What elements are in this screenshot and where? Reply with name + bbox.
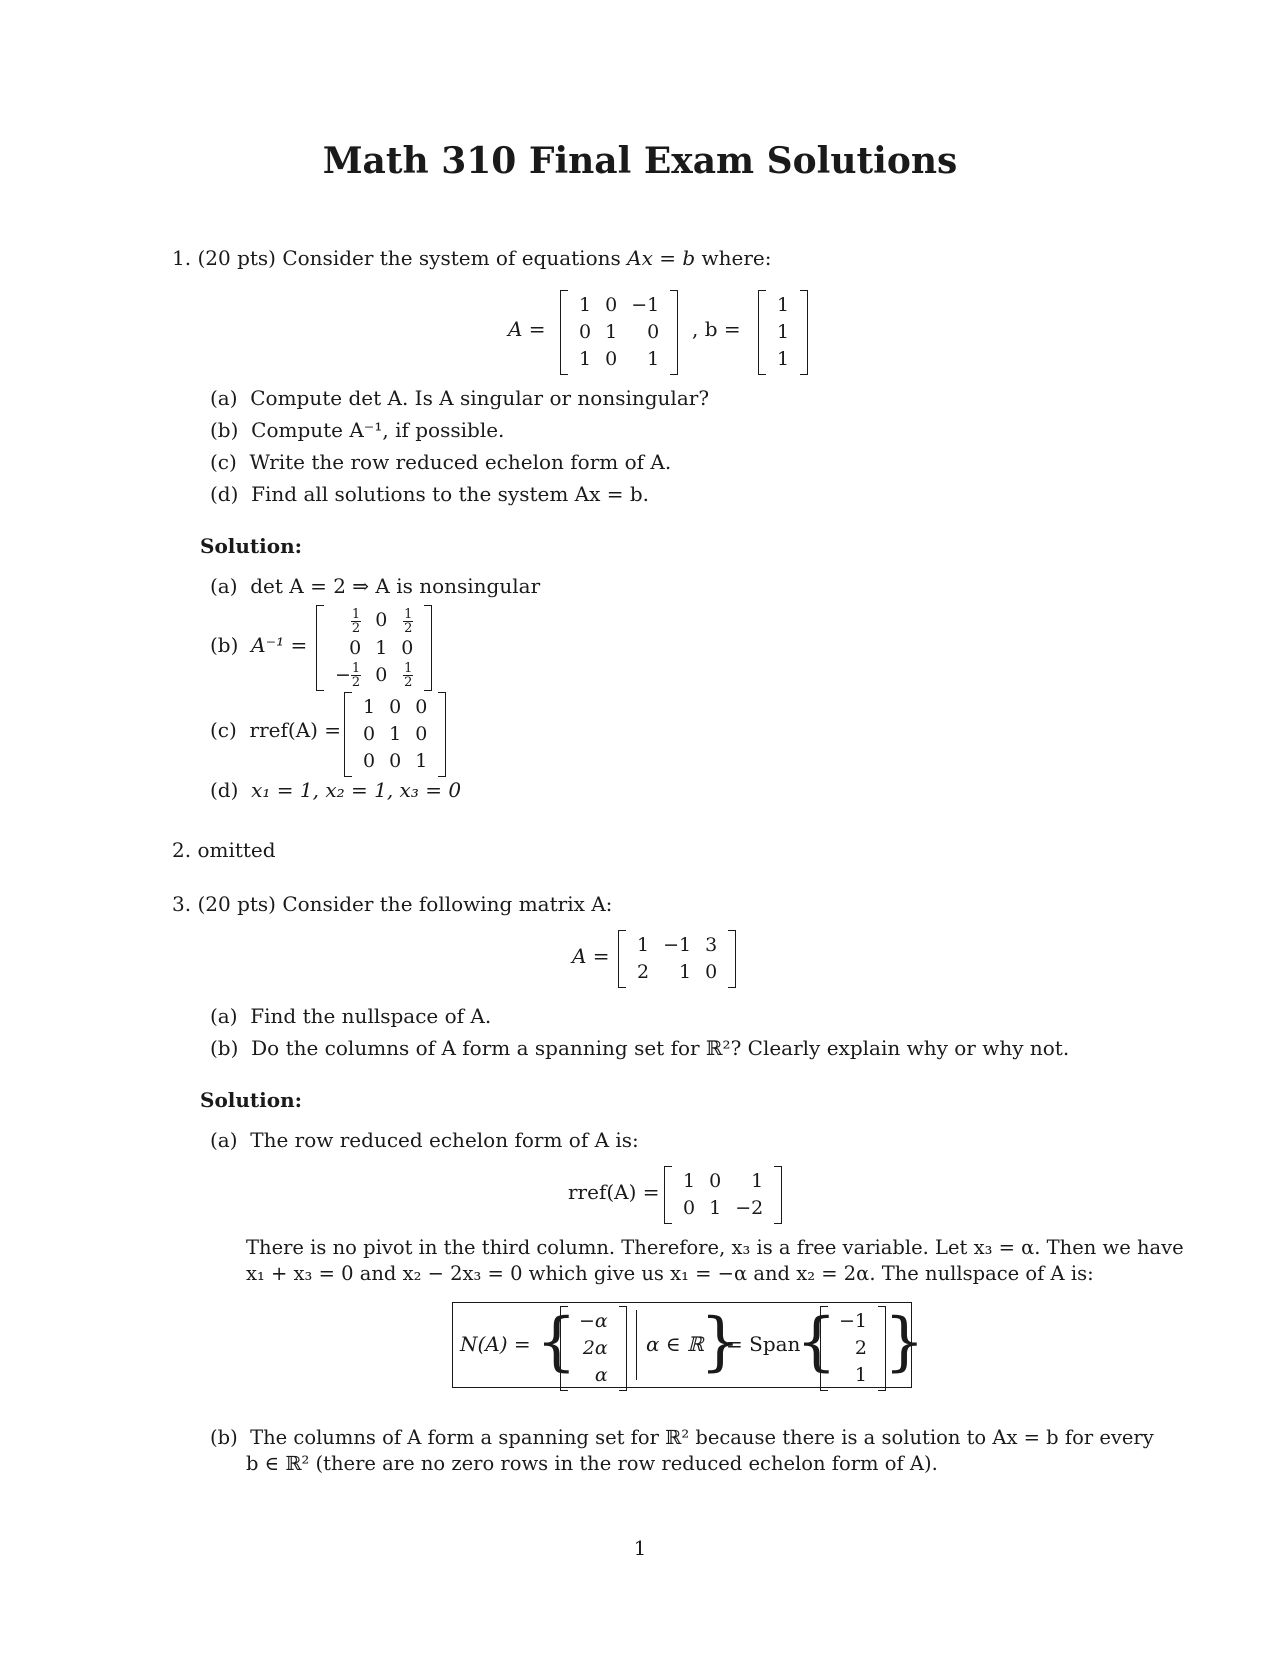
p1-b-label: , b = xyxy=(692,317,741,341)
p3-A-matrix xyxy=(618,930,736,988)
problem-1-equation: Ax = b xyxy=(627,246,696,270)
p3-rref-label: rref(A) = xyxy=(568,1180,660,1204)
p1-solution-heading: Solution: xyxy=(200,534,303,558)
matrix-cell: −α xyxy=(579,1310,608,1332)
matrix-cell: 0 xyxy=(349,636,362,659)
p3-part-b: (b) Do the columns of A form a spanning set for ℝ²? Clearly explain why or why not. xyxy=(210,1036,1070,1060)
problem-1-text-post: where: xyxy=(695,246,772,270)
matrix-cell: 0 xyxy=(605,348,618,370)
matrix-cell: −1 xyxy=(631,294,660,316)
p3-sol-a: (a) The row reduced echelon form of A is: xyxy=(210,1128,639,1152)
matrix-cell: 0 xyxy=(683,1197,696,1219)
matrix-cell: 1 xyxy=(415,750,428,772)
matrix-cell: 1 xyxy=(777,348,790,370)
matrix-cell: 2 xyxy=(637,961,650,983)
matrix-cell: 0 xyxy=(363,723,376,745)
matrix-cell: 1 xyxy=(683,1170,696,1192)
nullspace-condition: α ∈ ℝ xyxy=(646,1332,704,1356)
span-open-brace: { xyxy=(796,1305,837,1379)
span-vector xyxy=(820,1306,886,1391)
p3-sol-b-line1: (b) The columns of A form a spanning set for ℝ² because there is a solution to Ax = b for every xyxy=(210,1426,1154,1449)
matrix-cell: 1 xyxy=(679,961,692,983)
p1-sol-a: (a) det A = 2 ⇒ A is nonsingular xyxy=(210,574,541,598)
matrix-cell: 0 xyxy=(709,1170,722,1192)
matrix-cell: 2 xyxy=(854,1337,868,1359)
matrix-cell: $\frac{1}{2}$ xyxy=(351,606,361,636)
p1-A-matrix xyxy=(560,290,678,375)
p1-part-d: (d) Find all solutions to the system Ax = b. xyxy=(210,482,650,506)
matrix-cell: $\frac{1}{2}$ xyxy=(404,661,413,690)
matrix-cell: 0 xyxy=(389,750,402,772)
page-number: 1 xyxy=(633,1536,647,1560)
matrix-cell: 0 xyxy=(705,961,718,983)
matrix-cell: 0 xyxy=(415,696,428,718)
p1-part-a: (a) Compute det A. Is A singular or nonsingular? xyxy=(210,386,710,410)
problem-1-statement xyxy=(172,246,771,270)
matrix-cell: 1 xyxy=(647,348,660,370)
matrix-cell: 1 xyxy=(363,696,376,718)
matrix-cell: $\frac{1}{2}$ xyxy=(404,606,413,636)
p3-sol-b-line2: b ∈ ℝ² (there are no zero rows in the row reduced echelon form of A). xyxy=(246,1452,938,1475)
matrix-cell: 1 xyxy=(637,934,650,956)
matrix-cell: 1 xyxy=(751,1170,764,1192)
p3-rref-matrix xyxy=(664,1166,782,1224)
p3-paragraph-line1: There is no pivot in the third column. Therefore, x₃ is a free variable. Let x₃ = α. Then we have xyxy=(246,1236,1184,1259)
problem-2: 2. omitted xyxy=(172,838,276,862)
p1-Ainv-matrix xyxy=(316,605,432,691)
problem-1-number: 1. xyxy=(172,246,192,270)
matrix-cell: 0 xyxy=(605,294,618,316)
set-builder-bar xyxy=(636,1310,637,1380)
matrix-cell: 0 xyxy=(389,696,402,718)
span-label: = Span xyxy=(726,1332,801,1356)
p3-paragraph-line2: x₁ + x₃ = 0 and x₂ − 2x₃ = 0 which give us x₁ = −α and x₂ = 2α. The nullspace of A is: xyxy=(246,1262,1094,1285)
p3-A-label: A = xyxy=(572,944,610,968)
nullspace-vector xyxy=(560,1306,627,1391)
matrix-cell: 1 xyxy=(709,1197,722,1219)
matrix-cell: 0 xyxy=(375,663,388,686)
p1-part-c: (c) Write the row reduced echelon form of A. xyxy=(210,450,672,474)
p1-sol-c: (c) rref(A) = xyxy=(210,718,342,742)
p1-A-label: A = xyxy=(508,317,546,341)
p3-part-a: (a) Find the nullspace of A. xyxy=(210,1004,492,1028)
matrix-cell: 1 xyxy=(579,348,592,370)
p1-sol-d: (d) x₁ = 1, x₂ = 1, x₃ = 0 xyxy=(210,778,462,802)
matrix-cell: 1 xyxy=(579,294,592,316)
p1-part-b: (b) Compute A⁻¹, if possible. xyxy=(210,418,505,442)
problem-3-statement: 3. (20 pts) Consider the following matrix A: xyxy=(172,892,613,916)
matrix-cell: 0 xyxy=(647,321,660,343)
matrix-cell: 3 xyxy=(705,934,718,956)
p3-solution-heading: Solution: xyxy=(200,1088,303,1112)
matrix-cell: α xyxy=(594,1364,608,1386)
matrix-cell: 0 xyxy=(363,750,376,772)
matrix-cell: 0 xyxy=(415,723,428,745)
page-title: Math 310 Final Exam Solutions xyxy=(322,140,958,182)
matrix-cell: 1 xyxy=(777,294,790,316)
matrix-cell: −1 xyxy=(663,934,692,956)
set-close-brace: } xyxy=(700,1305,741,1379)
set-open-brace: { xyxy=(536,1305,577,1379)
matrix-cell: 0 xyxy=(375,609,388,632)
matrix-cell: 1 xyxy=(389,723,402,745)
matrix-cell: 1 xyxy=(375,636,388,659)
matrix-cell: 1 xyxy=(605,321,618,343)
problem-1-points: (20 pts) xyxy=(197,246,276,270)
matrix-cell: 0 xyxy=(579,321,592,343)
matrix-cell: 0 xyxy=(401,636,414,659)
matrix-cell: − $\frac{1}{2}$ xyxy=(335,661,361,690)
matrix-cell: 2α xyxy=(582,1337,608,1359)
span-close-brace: } xyxy=(884,1305,925,1379)
p1-rref-matrix xyxy=(344,692,446,777)
p1-sol-b: (b) A⁻¹ = xyxy=(210,633,308,657)
matrix-cell: −2 xyxy=(735,1197,764,1219)
p1-b-vector xyxy=(758,290,808,375)
nullspace-lhs: N(A) = xyxy=(460,1332,531,1356)
problem-1-text-pre: Consider the system of equations xyxy=(282,246,628,270)
matrix-cell: −1 xyxy=(839,1310,868,1332)
matrix-cell: 1 xyxy=(854,1364,868,1386)
matrix-cell: 1 xyxy=(777,321,790,343)
